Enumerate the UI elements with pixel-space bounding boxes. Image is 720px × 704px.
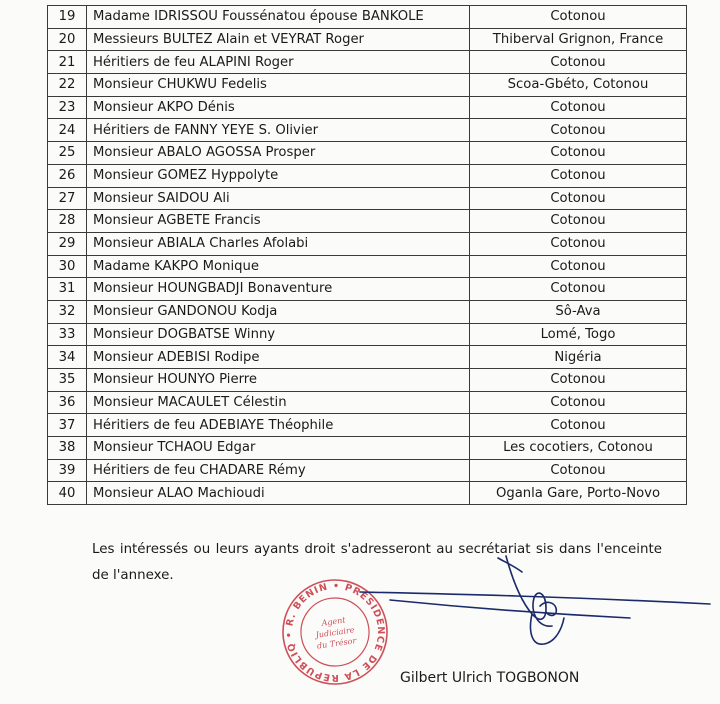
row-number: 26: [48, 164, 87, 187]
row-name: Monsieur DOGBATSE Winny: [87, 323, 470, 346]
row-name: Monsieur AGBETE Francis: [87, 210, 470, 233]
row-number: 25: [48, 142, 87, 165]
table-row: [48, 459, 687, 482]
row-location: Sô-Ava: [470, 300, 687, 323]
row-location: Cotonou: [470, 6, 687, 29]
row-number: 20: [48, 28, 87, 51]
table-row: [48, 187, 687, 210]
row-number: 39: [48, 459, 87, 482]
row-location: Les cocotiers, Cotonou: [470, 437, 687, 460]
row-location: Oganla Gare, Porto-Novo: [470, 482, 687, 505]
row-location: Cotonou: [470, 459, 687, 482]
row-location: Scoa-Gbéto, Cotonou: [470, 74, 687, 97]
handwritten-signature: [300, 548, 720, 658]
row-location: Cotonou: [470, 119, 687, 142]
table-row: [48, 437, 687, 460]
row-name: Monsieur CHUKWU Fedelis: [87, 74, 470, 97]
row-number: 22: [48, 74, 87, 97]
row-location: Cotonou: [470, 232, 687, 255]
row-number: 35: [48, 369, 87, 392]
row-location: Cotonou: [470, 96, 687, 119]
row-number: 30: [48, 255, 87, 278]
table-row: [48, 96, 687, 119]
table-row: [48, 232, 687, 255]
table-row: [48, 369, 687, 392]
row-name: Madame KAKPO Monique: [87, 255, 470, 278]
table-body: [48, 6, 687, 505]
row-number: 24: [48, 119, 87, 142]
row-number: 31: [48, 278, 87, 301]
row-name: Monsieur ABALO AGOSSA Prosper: [87, 142, 470, 165]
table-row: [48, 255, 687, 278]
row-number: 29: [48, 232, 87, 255]
table-row: [48, 119, 687, 142]
table-row: [48, 142, 687, 165]
row-name: Héritiers de feu ALAPINI Roger: [87, 51, 470, 74]
row-name: Monsieur SAIDOU Ali: [87, 187, 470, 210]
row-location: Nigéria: [470, 346, 687, 369]
row-name: Monsieur ALAO Machioudi: [87, 482, 470, 505]
table-row: [48, 346, 687, 369]
row-number: 38: [48, 437, 87, 460]
row-number: 32: [48, 300, 87, 323]
row-number: 28: [48, 210, 87, 233]
table-row: [48, 210, 687, 233]
row-name: Messieurs BULTEZ Alain et VEYRAT Roger: [87, 28, 470, 51]
row-location: Cotonou: [470, 51, 687, 74]
row-number: 36: [48, 391, 87, 414]
row-location: Lomé, Togo: [470, 323, 687, 346]
row-name: Monsieur TCHAOU Edgar: [87, 437, 470, 460]
row-location: Cotonou: [470, 142, 687, 165]
row-number: 37: [48, 414, 87, 437]
row-number: 23: [48, 96, 87, 119]
list-table: [47, 5, 687, 505]
row-name: Monsieur AKPO Dénis: [87, 96, 470, 119]
table-row: [48, 300, 687, 323]
row-number: 19: [48, 6, 87, 29]
row-number: 21: [48, 51, 87, 74]
row-name: Monsieur GOMEZ Hyppolyte: [87, 164, 470, 187]
row-name: Monsieur MACAULET Célestin: [87, 391, 470, 414]
table-row: [48, 278, 687, 301]
row-location: Cotonou: [470, 255, 687, 278]
row-name: Héritiers de feu ADEBIAYE Théophile: [87, 414, 470, 437]
stamp-ring-text: • R. BENIN • PRESIDENCE DE LA REPUBLIQUE: [283, 580, 387, 684]
row-location: Cotonou: [470, 414, 687, 437]
row-location: Cotonou: [470, 278, 687, 301]
row-name: Héritiers de FANNY YEYE S. Olivier: [87, 119, 470, 142]
row-name: Monsieur HOUNYO Pierre: [87, 369, 470, 392]
table-row: [48, 51, 687, 74]
row-location: Cotonou: [470, 210, 687, 233]
table-row: [48, 164, 687, 187]
table-row: [48, 414, 687, 437]
signatory-name: Gilbert Ulrich TOGBONON: [400, 670, 580, 686]
row-location: Cotonou: [470, 391, 687, 414]
row-name: Monsieur GANDONOU Kodja: [87, 300, 470, 323]
row-location: Cotonou: [470, 164, 687, 187]
stamp-center-line-1: Agent: [321, 615, 347, 628]
table-row: [48, 323, 687, 346]
stamp-center-line-3: du Trésor: [316, 636, 357, 651]
table-row: [48, 6, 687, 29]
row-name: Héritiers de feu CHADARE Rémy: [87, 459, 470, 482]
table-row: [48, 28, 687, 51]
row-number: 34: [48, 346, 87, 369]
row-name: Madame IDRISSOU Foussénatou épouse BANKOLE: [87, 6, 470, 29]
row-number: 27: [48, 187, 87, 210]
row-name: Monsieur ADEBISI Rodipe: [87, 346, 470, 369]
row-location: Thiberval Grignon, France: [470, 28, 687, 51]
table-row: [48, 74, 687, 97]
row-number: 33: [48, 323, 87, 346]
row-location: Cotonou: [470, 369, 687, 392]
table-row: [48, 391, 687, 414]
row-number: 40: [48, 482, 87, 505]
row-location: Cotonou: [470, 187, 687, 210]
table-row: [48, 482, 687, 505]
row-name: Monsieur HOUNGBADJI Bonaventure: [87, 278, 470, 301]
stamp-center-line-2: Judiciaire: [315, 625, 355, 640]
row-name: Monsieur ABIALA Charles Afolabi: [87, 232, 470, 255]
closing-paragraph: Les intéressés ou leurs ayants droit s'adresseront au secrétariat sis dans l'enceinte de l'annexe.: [92, 542, 662, 583]
